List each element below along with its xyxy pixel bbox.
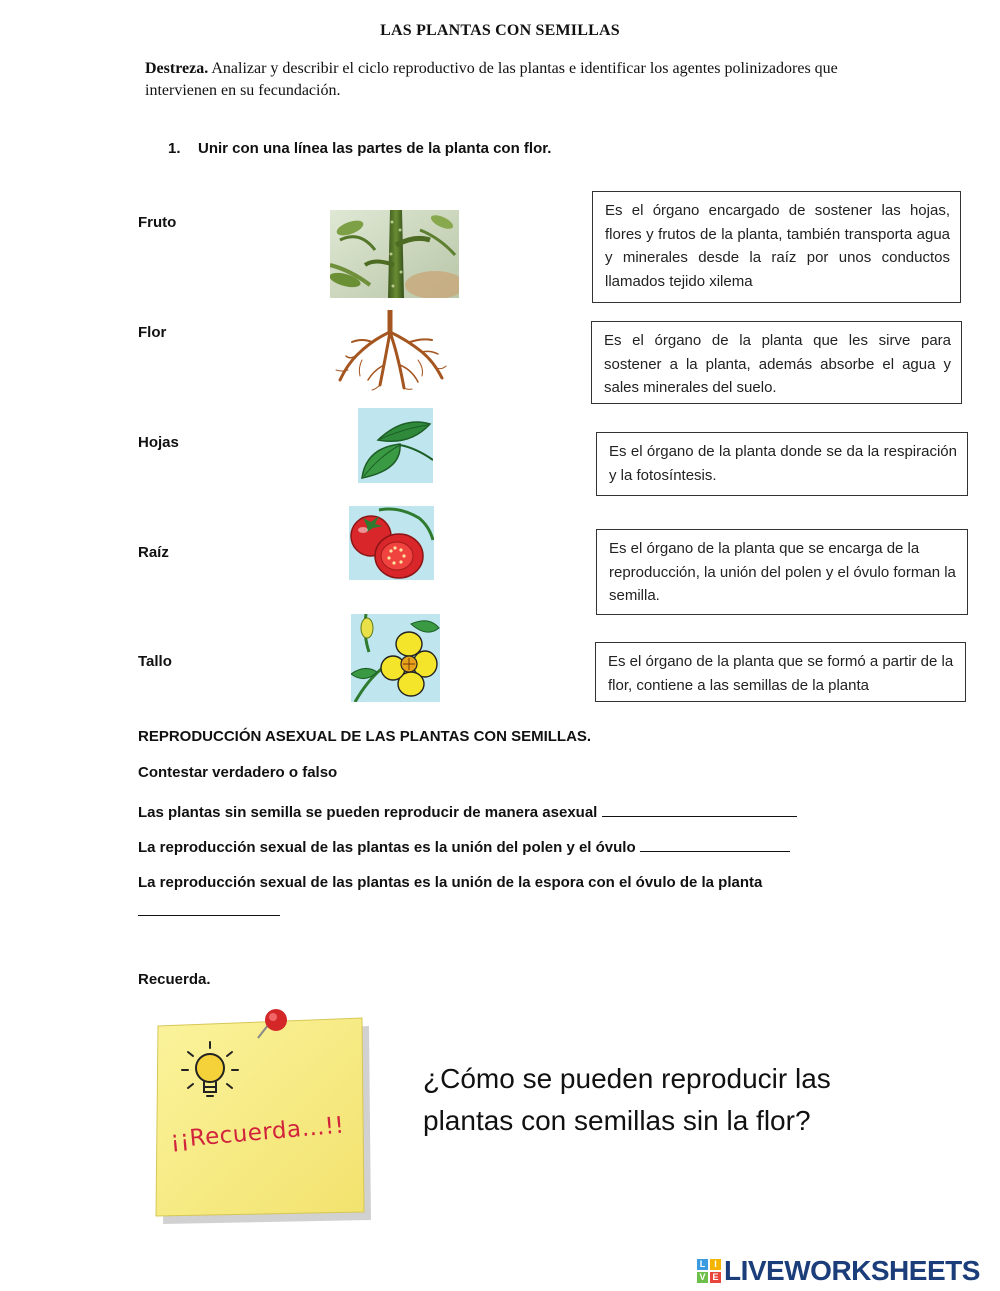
label-hojas: Hojas (138, 434, 179, 451)
true-false-instruction: Contestar verdadero o falso (138, 764, 338, 781)
statement-3 (138, 874, 762, 891)
section-heading-asexual: REPRODUCCIÓN ASEXUAL DE LAS PLANTAS CON SEMILLAS. (138, 728, 592, 745)
description-box-5: Es el órgano de la planta que se formó a partir de la flor, contiene a las semillas de la planta (595, 642, 966, 702)
answer-blank-2[interactable] (640, 837, 790, 852)
liveworksheets-logo[interactable] (697, 1256, 980, 1286)
recuerda-heading: Recuerda. (138, 971, 211, 988)
description-box-4: Es el órgano de la planta que se encarga de la reproducción, la unión del polen y el óvulo forman la semilla. (596, 529, 968, 615)
logo-badge-v: V (697, 1272, 708, 1283)
logo-badge-i: I (710, 1259, 721, 1270)
instruction-1 (168, 140, 551, 157)
answer-blank-1[interactable] (602, 802, 797, 817)
label-raiz: Raíz (138, 544, 169, 561)
destreza-paragraph (145, 58, 865, 102)
page-title: LAS PLANTAS CON SEMILLAS (380, 22, 620, 39)
statement-2-text: La reproducción sexual de las plantas es la unión del polen y el óvulo (138, 839, 636, 856)
description-box-2: Es el órgano de la planta que les sirve para sostener a la planta, además absorbe el agua y sales minerales del suelo. (591, 321, 962, 404)
leaves-drawing[interactable] (358, 408, 433, 483)
statement-1-text: Las plantas sin semilla se pueden reproducir de manera asexual (138, 804, 598, 821)
logo-badge-e: E (710, 1272, 721, 1283)
description-box-3: Es el órgano de la planta donde se da la respiración y la fotosíntesis. (596, 432, 968, 496)
label-fruto: Fruto (138, 214, 177, 231)
tomatoes-drawing[interactable] (349, 506, 434, 580)
destreza-text: Analizar y describir el ciclo reproductivo de las plantas e identificar los agentes polinizadores que intervienen en su fecundación. (145, 60, 838, 99)
statement-3-text: La reproducción sexual de las plantas es la unión de la espora con el óvulo de la planta (138, 874, 763, 891)
instruction-number: 1. (168, 140, 181, 157)
statement-3-answer-row (138, 901, 280, 921)
statement-1 (138, 802, 797, 821)
answer-blank-3[interactable] (138, 901, 280, 916)
sticky-note-image (150, 1008, 375, 1228)
sticky-note-text: ¡¡Recuerda…!! (169, 1112, 346, 1154)
flower-drawing[interactable] (351, 614, 440, 702)
root-drawing[interactable] (332, 310, 448, 392)
statement-2 (138, 837, 790, 856)
label-tallo: Tallo (138, 653, 172, 670)
logo-badge-icon (697, 1259, 721, 1283)
label-flor: Flor (138, 324, 167, 341)
instruction-text: Unir con una línea las partes de la planta con flor. (198, 140, 552, 157)
description-box-1: Es el órgano encargado de sostener las hojas, flores y frutos de la planta, también transporta agua y minerales desde la raíz por unos conductos llamados tejido xilema (592, 191, 961, 303)
destreza-label: Destreza. (145, 60, 209, 77)
reflection-question: ¿Cómo se pueden reproducir las plantas con semillas sin la flor? (423, 1063, 831, 1136)
stem-photo[interactable] (330, 210, 459, 298)
logo-badge-l: L (697, 1259, 708, 1270)
logo-text: LIVEWORKSHEETS (724, 1255, 980, 1286)
